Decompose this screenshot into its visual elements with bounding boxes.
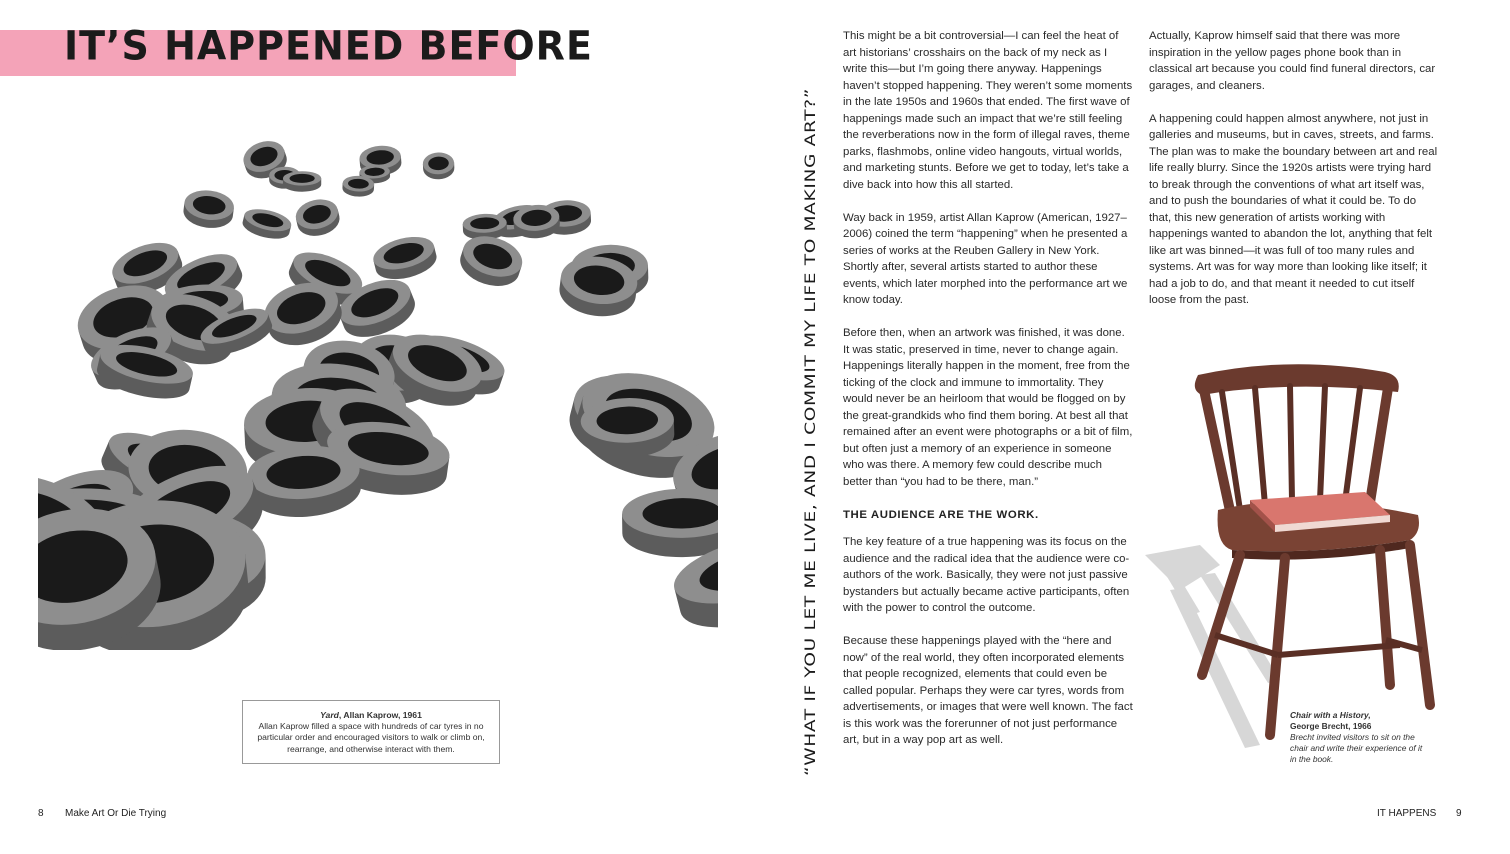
folio-number-right: 9 (1456, 808, 1462, 819)
tyre (580, 397, 675, 459)
vertical-handwritten-quote (803, 86, 819, 776)
caption-text: Allan Kaprow filled a space with hundreds of car tyres in no particular order and encouraged visitors to walk or climb on, rearrange, and otherwise interact with them. (257, 721, 485, 754)
paragraph: This might be a bit controversial—I can feel the heat of art historians’ crosshairs on the back of my neck as I write this—but I’m going there anyway. Happenings haven’t stopped happening. They weren’t some moments in the late 1950s and 1960s that ended. The first wave of happenings made such an impact that we’re still feeling the reverberations now in the form of illegal raves, theme parks, flashmobs, online video hangouts, virtual worlds, and marketing stunts. Before we get to today, let’s take a dive back into how this all started. (843, 30, 1133, 191)
folio-chapter-title: IT HAPPENS (1377, 808, 1437, 819)
tyre (622, 488, 718, 558)
folio-book-title: Make Art Or Die Trying (65, 808, 167, 819)
text-column-2 (1149, 28, 1439, 325)
tyre (370, 231, 440, 285)
section-subheading: THE AUDIENCE ARE THE WORK. (843, 508, 1039, 521)
chair-caption-title: Chair with a History, (1290, 710, 1371, 720)
tyre (240, 205, 293, 243)
caption-title-artist: , Allan Kaprow, 1961 (338, 710, 422, 720)
chair-caption-artist: George Brecht, 1966 (1290, 720, 1372, 731)
tyre-pile-illustration (38, 140, 718, 650)
paragraph: Because these happenings played with the “here and now” of the real world, they often incorporated elements that people recognized, elements that could even be called popular. Perhaps they were car tyres, words from advertisements, or images that were well known. The fact is this work was the forerunner of not just performance art, but in a way pop art as well. (843, 635, 1133, 746)
chair-illustration (1140, 350, 1440, 750)
tyre (293, 195, 343, 240)
chair-top-rail (1195, 364, 1399, 395)
chair-caption-text: Brecht invited visitors to sit on the chair and write their experience of it in the book. (1290, 731, 1423, 764)
paragraph: Before then, when an artwork was finished, it was done. It was static, preserved in time, never to change again. Happenings literally happen in the moment, free from the ticking of the clock and immune to immortality. They would never be an heirloom that would be flogged on by the great-grandkids who find them boring. At best all that remained after an event were photographs or a bit of film, but often just a memory of an experience in someone who was there. A memory few could describe much better than “you had to be there, man.” (843, 327, 1133, 488)
tyre (422, 152, 454, 180)
tyre (182, 188, 236, 231)
paragraph: A happening could happen almost anywhere, not just in galleries and museums, but in caves, streets, and farms. The plan was to make the boundary between art and real life really blurry. Since the 1920s artists were trying hard to break through the conventions of what art itself was, and to push the boundaries of what it could be. To do that, this new generation of artists working with happenings wanted to abandon the lot, anything that felt like art was binned—it was full of too many rules and systems. Art was for way more than looking like itself; it had a job to do, and that meant it needed to cut itself loose from the past. (1149, 112, 1438, 306)
caption-title-artwork: Yard (320, 710, 339, 720)
paragraph: The key feature of a true happening was its focus on the audience and the radical idea that the audience were co-authors of the work. Basically, they were not just passive bystanders but actually became active participants, often with the power to control the outcome. (843, 536, 1130, 614)
folio-number-left: 8 (38, 808, 44, 819)
tyre (455, 229, 527, 293)
chair-caption (1290, 710, 1430, 765)
paragraph: Actually, Kaprow himself said that there was more inspiration in the yellow pages phone book than in classical art because you could find funeral directors, car garages, and cleaners. (1149, 30, 1436, 92)
text-column-1 (843, 28, 1133, 765)
chair-spindles (1222, 386, 1360, 510)
tyre (283, 171, 321, 192)
image-caption-box (242, 700, 500, 764)
caption-title (251, 710, 491, 721)
paragraph: Way back in 1959, artist Allan Kaprow (American, 1927–2006) coined the term “happening” when he presented a series of works at the Reuben Gallery in New York. Shortly after, several artists started to author these events, which later morphed into the performance art we know today. (843, 211, 1128, 306)
vertical-quote-text: “WHAT IF YOU LET ME LIVE, AND I COMMIT MY LIFE TO MAKING ART?” (803, 256, 819, 776)
page-title: IT’S HAPPENED BEFORE (64, 22, 593, 70)
